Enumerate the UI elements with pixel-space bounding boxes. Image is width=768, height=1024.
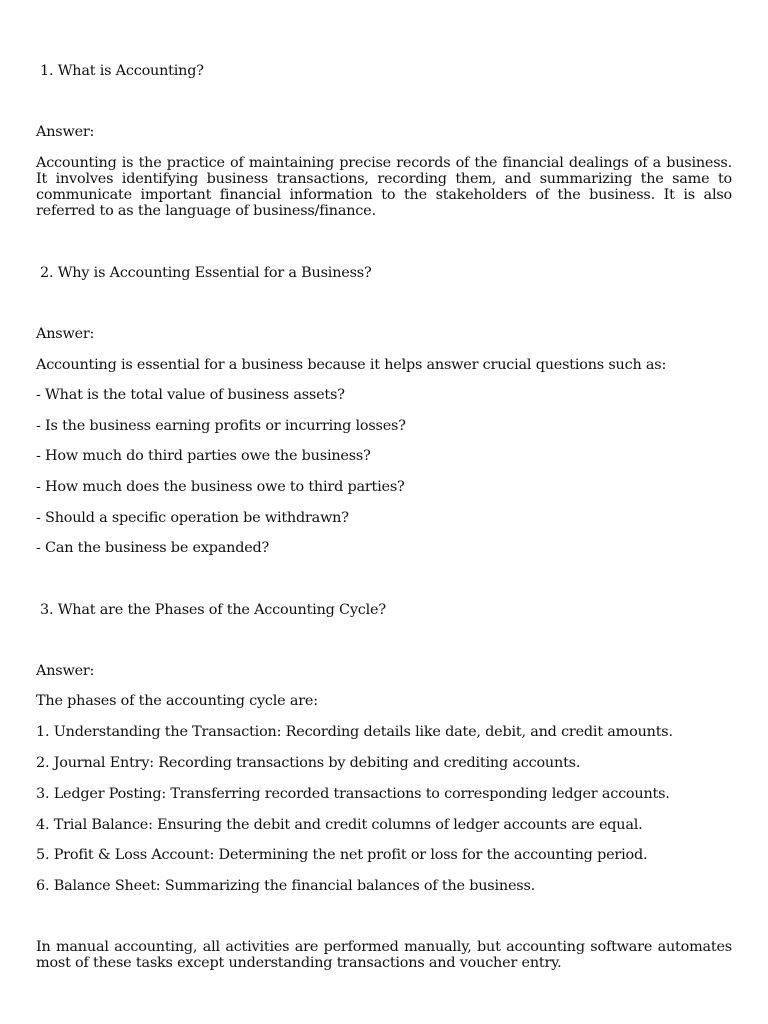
list-item: 6. Balance Sheet: Summarizing the financial balances of the business. [36,878,536,894]
question-2-intro: Accounting is essential for a business because it helps answer crucial questions such as: [36,357,667,373]
question-3-title: 3. What are the Phases of the Accounting Cycle? [40,602,386,618]
list-item: 2. Journal Entry: Recording transactions by debiting and crediting accounts. [36,755,581,771]
question-2-answer-label: Answer: [36,326,95,342]
list-item: - How much do third parties owe the business? [36,448,371,464]
list-item: 1. Understanding the Transaction: Recording details like date, debit, and credit amounts. [36,724,673,740]
question-3-intro: The phases of the accounting cycle are: [36,693,318,709]
list-item: - How much does the business owe to third parties? [36,479,405,495]
list-item: 5. Profit & Loss Account: Determining the net profit or loss for the accounting period. [36,847,648,863]
list-item: 3. Ledger Posting: Transferring recorded transactions to corresponding ledger accounts. [36,786,670,802]
question-3-answer-label: Answer: [36,663,95,679]
question-1-answer-text: Accounting is the practice of maintaining precise records of the financial dealings of a business. It involves identifying business transactions, recording them, and summarizing the same to communicate important financial information to the stakeholders of the business. It is also referred to as the language of business/finance. [36,155,732,219]
question-1-title: 1. What is Accounting? [40,63,204,79]
question-1-answer-label: Answer: [36,124,95,140]
list-item: - Is the business earning profits or incurring losses? [36,418,406,434]
question-3-closing: In manual accounting, all activities are performed manually, but accounting software automates most of these tasks except understanding transactions and voucher entry. [36,939,732,971]
list-item: - Should a specific operation be withdrawn? [36,510,349,526]
list-item: - What is the total value of business assets? [36,387,345,403]
list-item: - Can the business be expanded? [36,540,270,556]
list-item: 4. Trial Balance: Ensuring the debit and credit columns of ledger accounts are equal. [36,817,643,833]
question-2-title: 2. Why is Accounting Essential for a Business? [40,265,372,281]
